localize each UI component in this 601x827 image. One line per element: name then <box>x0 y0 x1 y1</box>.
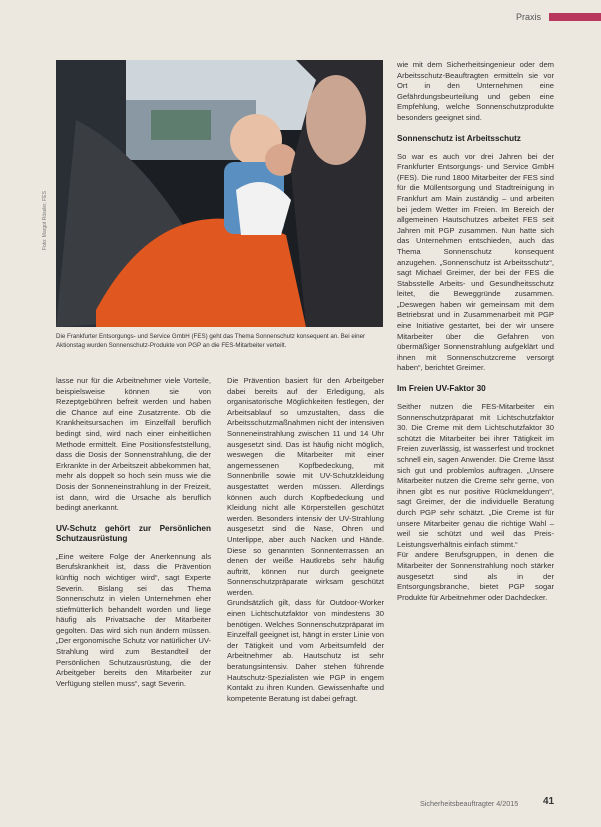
subheading: Sonnenschutz ist Arbeitsschutz <box>397 133 521 143</box>
paragraph: Grundsätzlich gilt, dass für Outdoor-Worker einen Lichtschutzfaktor von mindestens 30 benötigen. Welches Sonnenschutzpräparat im Einzelfall geeignet ist, hängt in erster Linie von der Tätigkeit und vom Arbeitsumfeld der Arbeitnehmer ab. Hautschutz ist sehr beratungsintensiv. Daher stehen führende Hautschutz-Spezialisten wie PGP in engem Kontakt zu ihren Kunden. Gewissenhafte und kompetente Beratung ist dabei gefragt. <box>227 598 384 703</box>
page-number: 41 <box>543 796 555 807</box>
magazine-footer: Sicherheitsbeauftragter 4/2015 <box>420 799 519 808</box>
paragraph: Die Prävention basiert für den Arbeitgeber dabei bereits auf der Erledigung, als organisatorische Möglichkeiten festlegen, der Arbeitsablauf so umzustalten, dass die Arbeitsschutzmaßnahmen nicht der intensiven Sonneneinstrahlung zwischen 11 und 14 Uhr ausgesetzt sind. Das ist häufig nicht möglich, weswegen die Mitarbeiter mit einer angemessenen Kopfbedeckung, mit Sonnenbrille sowie mit UV-Schutzkleidung ausgestattet werden müssen. Allerdings können auch durch Kopfbedeckung und Kleidung nicht alle Körperstellen geschützt werden. Besonders intensiv der UV-Strahlung ausgesetzt sind die Nase, Ohren und Unterlippe, aber auch Nacken und Hände. Diese so genannten Sonnenterrassen an denen der weiße Hautkrebs sehr häufig auftritt, können nur durch geeignete Sonnenschutzpräparate wirksam geschützt werden. <box>227 376 384 597</box>
photo-caption: Die Frankfurter Entsorgungs- und Service GmbH (FES) geht das Thema Sonnenschutz konsequent an. Bei einer Aktionstag wurden Sonnenschutz-Produkte von PGP an die FES-Mitarbeiter verteilt. <box>56 333 366 349</box>
paragraph: lasse nur für die Arbeitnehmer viele Vorteile, beispielsweise können sie von Rezeptgebühren befreit werden und haben die Chance auf eine Zusatzrente. Ob die Krankheitsursachen im Einzelfall beruflich bedingt sind, wird nach einer einheitlichen Methode ermittelt. Eine Positionsfeststellung, dass die Dosis der Sonnenstrahlung, die der Erkrankte in der Arbeitszeit abbekommen hat, mehr als doppelt so hoch sein muss wie die Dosis der Sonneneinstrahlung in der Freizeit, ist dann, wird die Ursache als beruflich bedingt anerkannt. <box>56 376 211 513</box>
subheading: UV-Schutz gehört zur Persönlichen Schutzausrüstung <box>56 523 211 543</box>
article-photo <box>56 60 383 327</box>
article-column-3 <box>397 60 554 603</box>
photo-credit: Foto: Margot Rössler, FES <box>42 191 48 250</box>
subheading: Im Freien UV-Faktor 30 <box>397 384 486 394</box>
paragraph: Seither nutzen die FES-Mitarbeiter ein Sonnenschutzpräparat mit Lichtschutzfaktor 30. Die Creme mit dem Lichtschutzfaktor 30 schützt die Mitarbeiter bei ihrer Tätigkeit im Freien zuverlässig, ist wasserfest und trocknet schnell ein, sagen Anwender. Die Creme lässt sich gut und problemlos auftragen. „Unsere Mitarbeiter nutzen die Creme sehr gerne, von ihnen gibt es nur positive Rückmeldungen“, sagt Greimer, der die individuelle Beratung durch PGP sehr schätzt. „Die Creme ist für unsere Mitarbeiter genau die richtige Wahl – weil sie schützt und weil das Preis-Leistungsverhältnis einfach stimmt.“ <box>397 402 554 549</box>
section-label: Praxis <box>515 12 541 22</box>
section-accent-bar <box>549 13 601 21</box>
paragraph: Für andere Berufsgruppen, in denen die Mitarbeiter der Sonnenstrahlung noch stärker ausgesetzt sind als in der Entsorgungsbranche, bietet PGP sogar Produkte für Arbeitnehmer oder Dachdecker. <box>397 550 554 602</box>
paragraph: „Eine weitere Folge der Anerkennung als Berufskrankheit ist, dass die Prävention künftig noch wichtiger wird“, sagt Experte Severin. Bislang sei das Thema Sonnenschutz in vielen Unternehmen eher stiefmütterlich behandelt worden und liege häufig als Privatsache der Mitarbeiter gegolten. Das wird sich nun ändern müssen. „Der ergonomische Schutz vor natürlicher UV-Strahlung wird zum Bestandteil der Persönlichen Schutzausrüstung, die der Arbeitgeber bereits den Mitarbeiter zur Verfügung stellen muss“, sagt Severin. <box>56 551 211 688</box>
paragraph: So war es auch vor drei Jahren bei der Frankfurter Entsorgungs- und Service GmbH (FES). Die rund 1800 Mitarbeiter der FES sind für die Müllentsorgung und Stadtreinigung in Frankfurt am Main zuständig – und arbeiten bei jedem Wetter im Freien. Im Bereich der allgemeinen Hautschutzes arbeitet FES seit Jahren mit PGP zusammen. Nun hatte sich das Unternehmen entschieden, auch das Thema Sonnenschutz konsequent anzugehen. „Sonnenschutz ist Arbeitsschutz“, sagt Michael Greimer, der bei der FES die Stabsstelle Arbeits- und Gesundheitsschutz leitet, die Beweggründe zusammen. „Deswegen haben wir gemeinsam mit dem Betriebsrat und in Zusammenarbeit mit PGP eine Initiative gestartet, bei der wir unsere Mitarbeiter über die Gefahren von übermäßiger Sonnenstrahlung aufgeklärt und ihnen mit Sonnenschutzcreme versorgt haben“, berichtet Greimer. <box>397 151 554 373</box>
article-column-1 <box>56 376 211 689</box>
paragraph: wie mit dem Sicherheitsingenieur oder dem Arbeitsschutz-Beauftragten ermitteln sie vor Ort in den Unternehmen eine Gefährdungsbeurteilung und geben eine Empfehlung, welche Sonnenschutzprodukte besonders geeignet sind. <box>397 60 554 122</box>
article-column-2 <box>227 376 384 704</box>
